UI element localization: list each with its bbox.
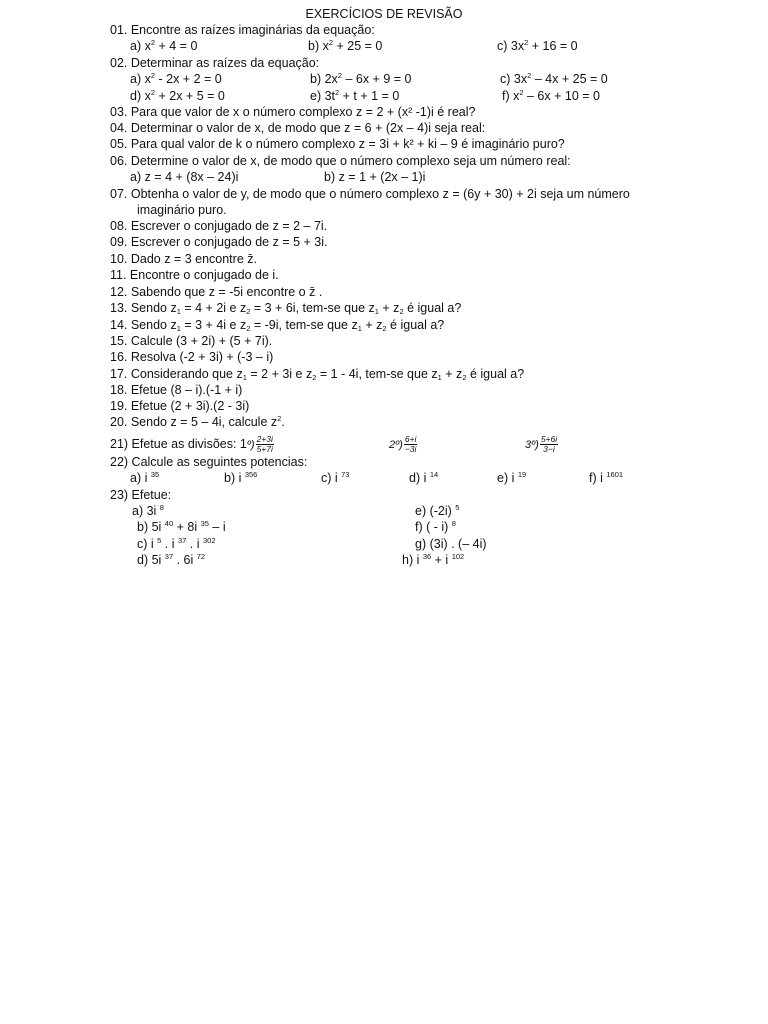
question-01: 01. Encontre as raízes imaginárias da equação: [110, 23, 375, 37]
question-09: 09. Escrever o conjugado de z = 5 + 3i. [110, 235, 328, 249]
q02-item-f: f) $x^2 - 6x + 10 = 0$ [502, 88, 600, 103]
fraction-3: $\frac{5+6i}{3-i}$ [540, 434, 558, 454]
q23-item-c: c) i $^5$ . i $^{37}$ . i $^{302}$ [137, 536, 216, 551]
q06-item-a: a) z = 4 + (8x – 24)i [130, 170, 239, 184]
q23-item-b: b) 5i $^{40}$ + 8i $^{35}$ – i [137, 519, 226, 534]
question-21: 21) Efetue as divisões: 1º) $\frac{2+3i}{5+7i}$ [110, 434, 273, 454]
q02-item-b: b) $2x^2 - 6x + 9 = 0$ [310, 71, 412, 86]
question-08: 08. Escrever o conjugado de z = 2 – 7i. [110, 219, 328, 233]
q21-division-2: 2º) $\frac{6+i}{-3i}$ [389, 434, 417, 454]
q22-item-b: b) i $^{356}$ [224, 470, 258, 485]
question-15: 15. Calcule (3 + 2i) + (5 + 7i). [110, 334, 273, 348]
question-04: 04. Determinar o valor de x, de modo que z = 6 + (2x – 4)i seja real: [110, 121, 486, 135]
q22-item-f: f) i $^{1601}$ [589, 470, 624, 485]
q23-item-h: h) i $^{36}$ + i $^{102}$ [402, 552, 465, 567]
question-19: 19. Efetue (2 + 3i).(2 - 3i) [110, 399, 250, 413]
q01-item-a: a) $x^2 + 4 = 0$ [130, 38, 198, 53]
q01-item-c: c) $3x^2 + 16 = 0$ [497, 38, 578, 53]
question-16: 16. Resolva (-2 + 3i) + (-3 – i) [110, 350, 274, 364]
q23-item-e: e) (-2i) $^5$ [415, 503, 460, 518]
question-20: 20. Sendo z = 5 – 4i, calcule $z^2$. [110, 414, 285, 429]
q02-item-a: a) $x^2 - 2x + 2 = 0$ [130, 71, 222, 86]
q02-item-d: d) $x^2 + 2x + 5 = 0$ [130, 88, 225, 103]
question-14: 14. Sendo $z_1 = 3 + 4i$ e $z_2 = -9i$, tem-se que $z_1 + z_2$ é igual a? [110, 318, 445, 333]
question-07: 07. Obtenha o valor de y, de modo que o número complexo z = (6y + 30) + 2i seja um número [110, 187, 630, 201]
question-17: 17. Considerando que $z_1 = 2 + 3i$ e $z_2 = 1 - 4i$, tem-se que $z_1 + z_2$ é igual a? [110, 367, 525, 382]
q06-item-b: b) z = 1 + (2x – 1)i [324, 170, 426, 184]
question-13: 13. Sendo $z_1 = 4 + 2i$ e $z_2 = 3 + 6i$, tem-se que $z_1 + z_2$ é igual a? [110, 301, 462, 316]
q22-item-d: d) i $^{14}$ [409, 470, 439, 485]
q22-item-a: a) i $^{35}$ [130, 470, 160, 485]
question-02: 02. Determinar as raízes da equação: [110, 56, 320, 70]
q23-item-a: a) 3i $^8$ [132, 503, 164, 518]
fraction-1: $\frac{2+3i}{5+7i}$ [256, 434, 273, 454]
q22-item-c: c) i $^{73}$ [321, 470, 350, 485]
question-06: 06. Determine o valor de x, de modo que o número complexo seja um número real: [110, 154, 571, 168]
q22-item-e: e) i $^{19}$ [497, 470, 527, 485]
question-11: 11. Encontre o conjugado de i. [110, 268, 279, 282]
question-10: 10. Dado z = 3 encontre z̄. [110, 252, 257, 266]
question-05: 05. Para qual valor de k o número complexo z = 3i + k² + ki – 9 é imaginário puro? [110, 137, 565, 151]
q23-item-g: g) (3i) . (– 4i) [415, 537, 487, 551]
question-23: 23) Efetue: [110, 488, 172, 502]
q02-item-c: c) $3x^2 - 4x + 25 = 0$ [500, 71, 608, 86]
question-03: 03. Para que valor de x o número complexo z = 2 + (x² -1)i é real? [110, 105, 476, 119]
question-07-continued: imaginário puro. [137, 203, 227, 217]
q23-item-d: d) 5i $^{37}$ . 6i $^{72}$ [137, 552, 206, 567]
question-22: 22) Calcule as seguintes potencias: [110, 455, 308, 469]
q21-division-3: 3º) $\frac{5+6i}{3-i}$ [525, 434, 558, 454]
q02-item-e: e) $3t^2 + t + 1 = 0$ [310, 88, 400, 103]
page-title: EXERCÍCIOS DE REVISÃO [305, 7, 463, 21]
q01-item-b: b) $x^2 + 25 = 0$ [308, 38, 383, 53]
q23-item-f: f) ( - i) $^8$ [415, 519, 456, 534]
question-18: 18. Efetue (8 – i).(-1 + i) [110, 383, 243, 397]
fraction-2: $\frac{6+i}{-3i}$ [404, 434, 417, 454]
question-12: 12. Sabendo que z = -5i encontre o z̄ . [110, 285, 323, 299]
